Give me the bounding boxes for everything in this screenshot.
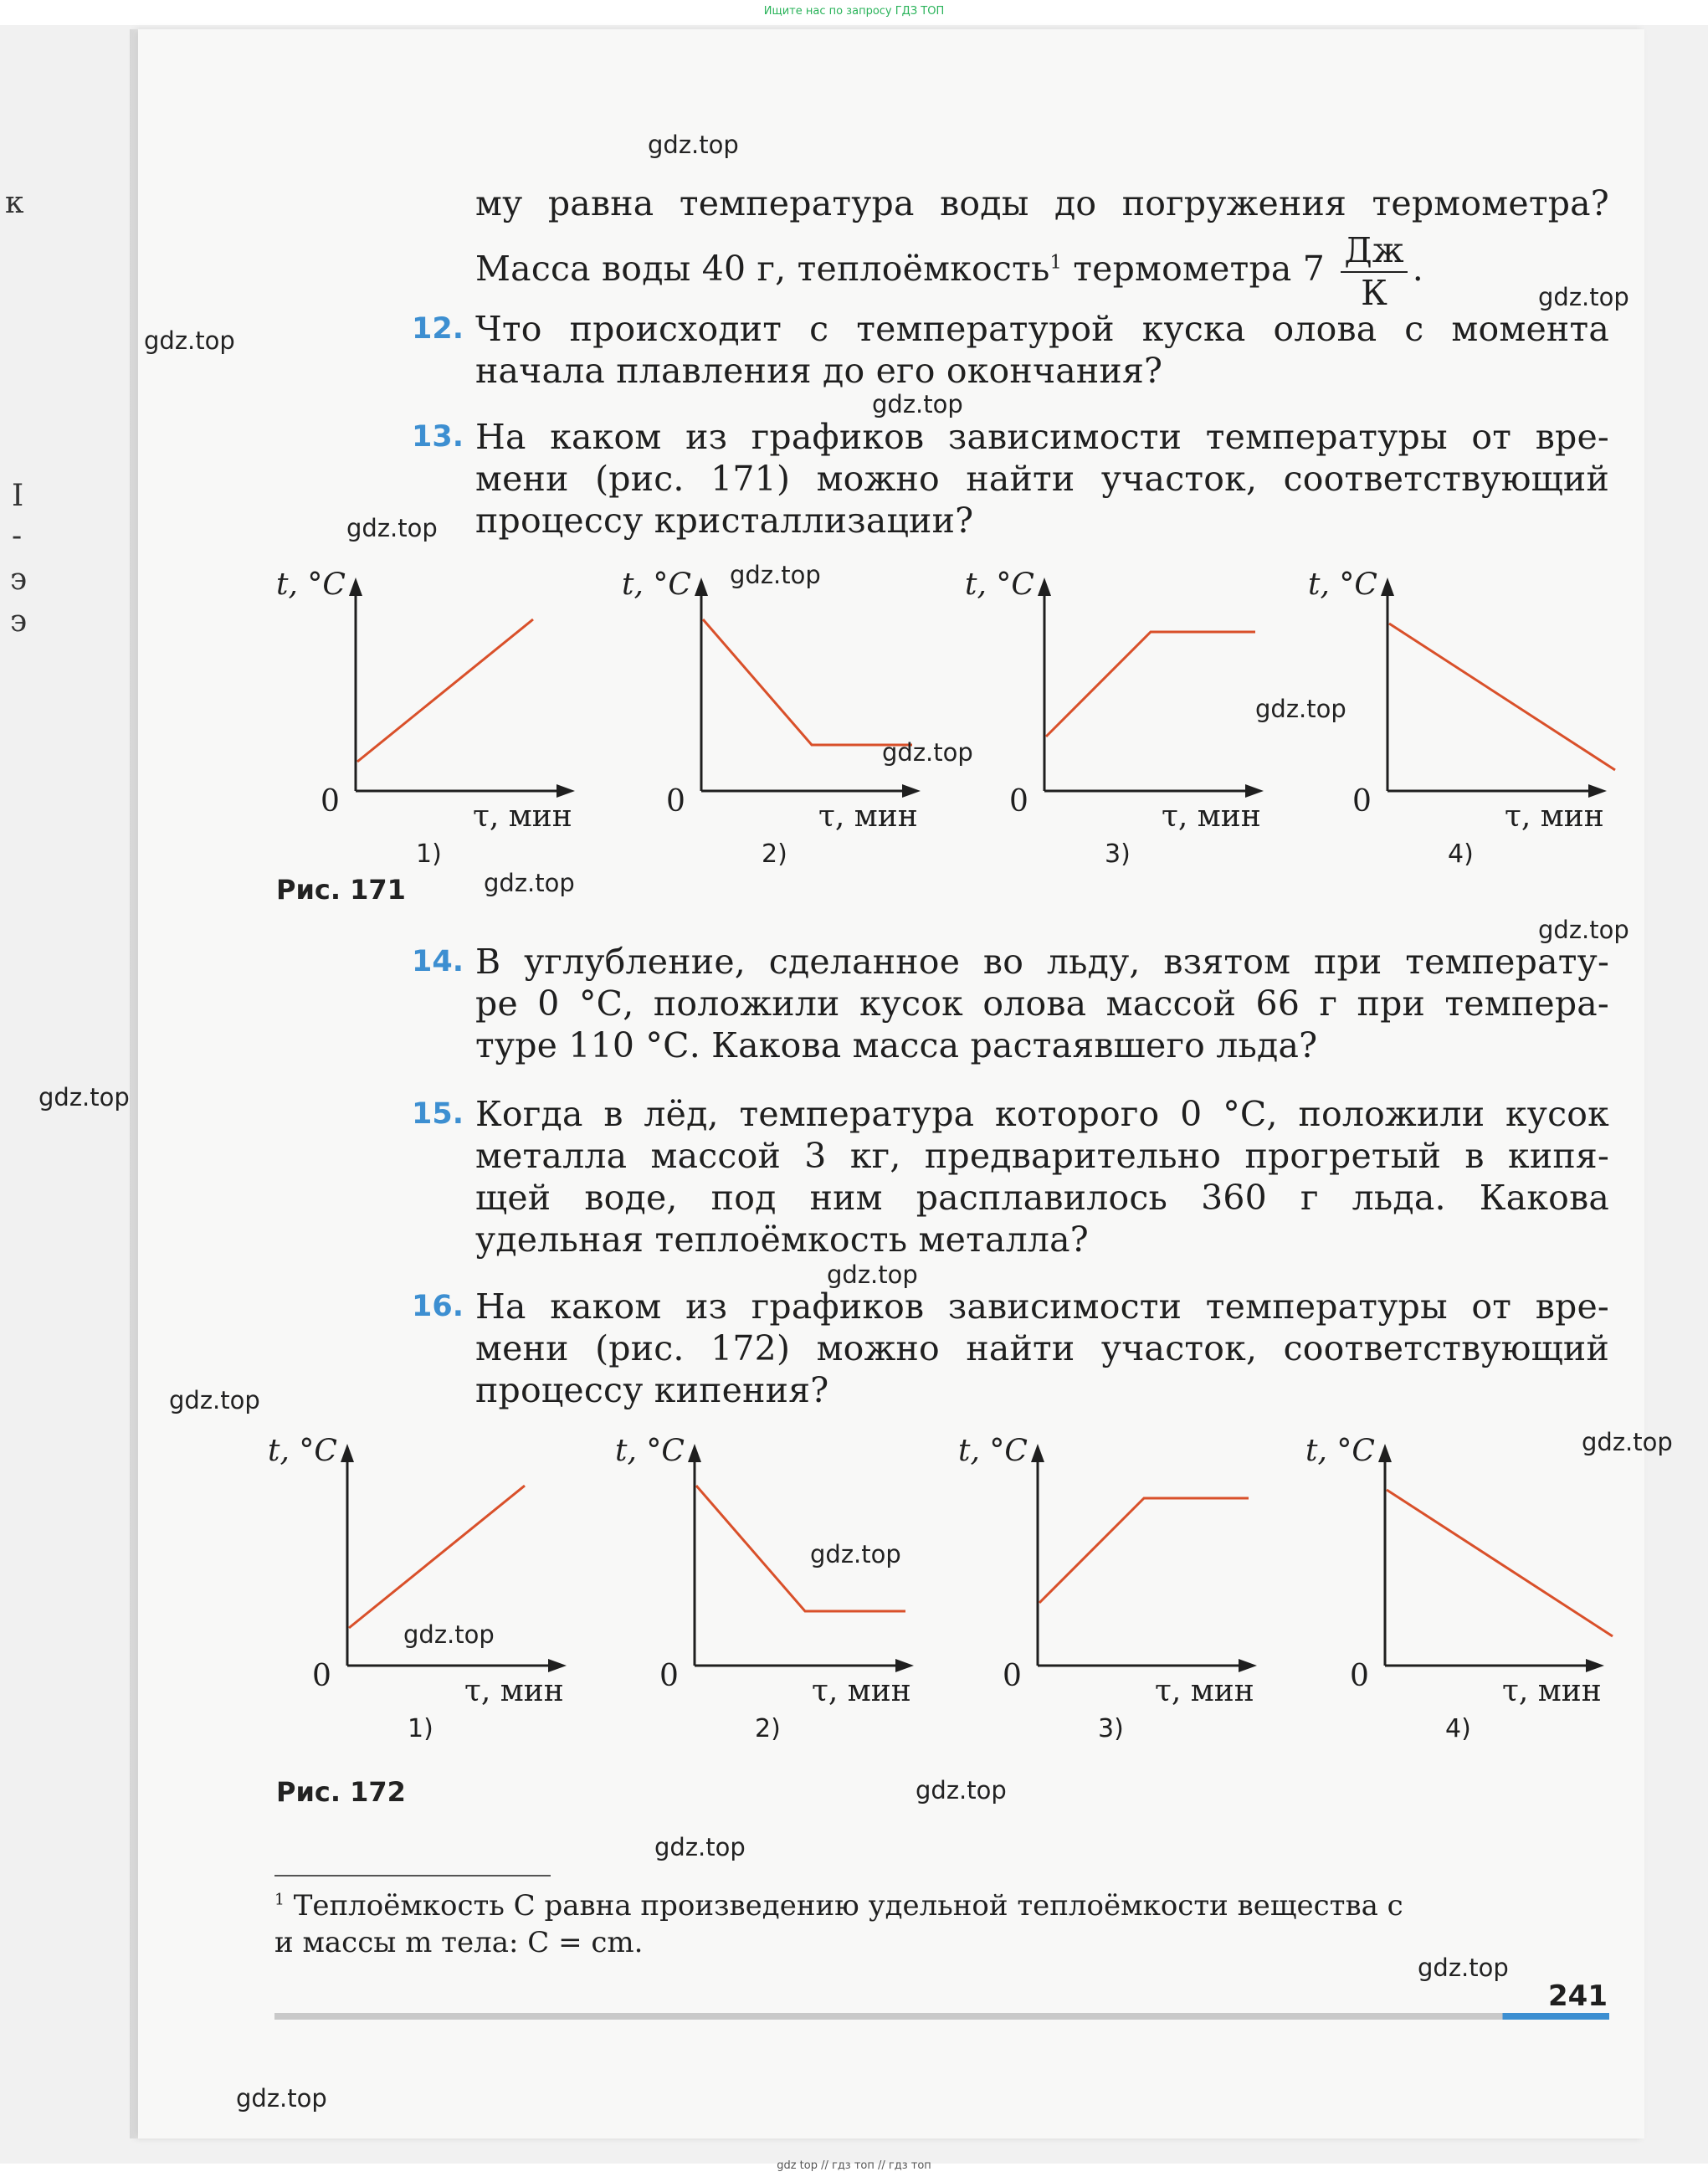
watermark: gdz.top [1582, 1428, 1673, 1456]
temperature-curve [357, 619, 533, 762]
problem-14-line: ре 0 °С, положили кусок олова массой 66 г при темпера- [475, 983, 1609, 1024]
graph-4 [1305, 1434, 1636, 1743]
graph-3 [958, 1434, 1289, 1743]
footnote-mark: 1 [1049, 251, 1063, 274]
watermark: gdz.top [346, 514, 438, 542]
x-axis-label: τ, мин [1155, 1674, 1254, 1708]
watermark: gdz.top [403, 1620, 495, 1649]
x-axis-label: τ, мин [464, 1674, 564, 1708]
watermark: gdz.top [648, 131, 739, 159]
origin-label: 0 [1352, 784, 1372, 819]
temperature-curve [703, 619, 912, 745]
problem-16-line: процессу кипения? [475, 1370, 829, 1410]
graph-1 [268, 1434, 598, 1743]
problem-15-line: металла массой 3 кг, предварительно прогретый в кипя- [475, 1136, 1609, 1176]
graph-number: 2) [755, 1714, 781, 1743]
problem-13-line: процессу кристаллизации? [475, 501, 974, 541]
problem-11-text: термометра 7 [1062, 249, 1336, 289]
watermark: gdz.top [38, 1083, 130, 1112]
origin-label: 0 [666, 784, 685, 819]
problem-13-line: мени (рис. 171) можно найти участок, соответствующий [475, 459, 1609, 499]
y-axis-label: t, °С [276, 567, 346, 602]
graph-svg [347, 1444, 598, 1712]
margin-fragment: - [12, 519, 23, 553]
y-axis-label: t, °С [615, 1434, 685, 1468]
x-axis-label: τ, мин [473, 799, 572, 834]
problem-14-line: В углубление, сделанное во льду, взятом при температу- [475, 942, 1609, 982]
footnote-mark: 1 [274, 1891, 285, 1909]
y-axis-label: t, °С [1305, 1434, 1375, 1468]
x-axis-label: τ, мин [1162, 799, 1261, 834]
margin-fragment: э [10, 562, 28, 597]
bottom-banner: gdz top // гдз топ // гдз топ [777, 2159, 931, 2172]
margin-fragment: э [10, 604, 28, 639]
origin-label: 0 [321, 784, 340, 819]
watermark: gdz.top [236, 2084, 327, 2113]
figure-caption: Рис. 172 [276, 1776, 406, 1808]
origin-label: 0 [659, 1659, 679, 1693]
problem-number: 15. [412, 1097, 464, 1131]
x-axis-label: τ, мин [1502, 1674, 1602, 1708]
origin-label: 0 [1003, 1659, 1022, 1693]
problem-15-line: удельная теплоёмкость металла? [475, 1219, 1089, 1260]
x-axis-arrow-icon [1588, 784, 1607, 798]
problem-15-line: Когда в лёд, температура которого 0 °С, положили кусок [475, 1094, 1609, 1134]
watermark: gdz.top [882, 738, 973, 767]
footnote-line: и массы m тела: C = cm. [274, 1926, 644, 1959]
graph-2 [615, 1434, 946, 1743]
graph-number: 2) [762, 839, 787, 869]
margin-fragment: I [12, 479, 24, 513]
watermark: gdz.top [916, 1776, 1007, 1805]
footnote-text: Теплоёмкость C равна произведению удельной теплоёмкости вещества c [284, 1889, 1403, 1923]
unit-denominator: К [1361, 272, 1387, 313]
x-axis-arrow-icon [1586, 1659, 1604, 1672]
problem-number: 16. [412, 1290, 464, 1323]
x-axis-arrow-icon [1239, 1659, 1257, 1672]
watermark: gdz.top [484, 869, 575, 897]
temperature-curve [349, 1486, 525, 1628]
graph-number: 3) [1098, 1714, 1124, 1743]
x-axis-label: τ, мин [818, 799, 918, 834]
graph-svg [695, 1444, 946, 1712]
figure-caption: Рис. 171 [276, 874, 406, 906]
watermark: gdz.top [1418, 1954, 1509, 1982]
graph-number: 4) [1445, 1714, 1471, 1743]
origin-label: 0 [1009, 784, 1028, 819]
y-axis-label: t, °С [622, 567, 691, 602]
graph-1 [276, 567, 607, 869]
problem-number: 12. [412, 312, 464, 346]
y-axis-label: t, °С [268, 1434, 337, 1468]
footnote-line [274, 1888, 1609, 1923]
watermark: gdz.top [1255, 695, 1346, 723]
problem-15-line: щей воде, под ним расплавилось 360 г льда. Какова [475, 1178, 1609, 1218]
page-bottom-rule [274, 2013, 1609, 2020]
unit-fraction [1341, 229, 1407, 313]
graph-4 [1308, 567, 1639, 869]
graph-number: 3) [1105, 839, 1131, 869]
x-axis-label: τ, мин [1505, 799, 1604, 834]
x-axis-arrow-icon [895, 1659, 914, 1672]
margin-fragment: к [5, 186, 24, 220]
y-axis-label: t, °С [1308, 567, 1377, 602]
problem-12-line: Что происходит с температурой куска олова с момента [475, 309, 1609, 349]
unit-numerator: Дж [1341, 234, 1407, 273]
watermark: gdz.top [827, 1260, 918, 1289]
graph-number: 1) [416, 839, 442, 869]
watermark: gdz.top [144, 326, 235, 355]
graph-svg [1385, 1444, 1636, 1712]
y-axis-label: t, °С [958, 1434, 1028, 1468]
watermark: gdz.top [810, 1540, 901, 1568]
temperature-curve [1039, 1498, 1249, 1603]
temperature-curve [1387, 1490, 1613, 1636]
problem-number: 14. [412, 945, 464, 978]
watermark: gdz.top [1538, 283, 1629, 311]
watermark: gdz.top [1538, 916, 1629, 944]
problem-16-line: На каком из графиков зависимости температуры от вре- [475, 1286, 1609, 1327]
problem-12-line: начала плавления до его окончания? [475, 351, 1163, 391]
origin-label: 0 [1350, 1659, 1369, 1693]
problem-14-line: туре 110 °С. Какова масса растаявшего льда? [475, 1025, 1318, 1065]
x-axis-arrow-icon [557, 784, 575, 798]
x-axis-label: τ, мин [812, 1674, 911, 1708]
watermark: gdz.top [730, 561, 821, 589]
watermark: gdz.top [872, 390, 963, 418]
graph-number: 4) [1448, 839, 1474, 869]
problem-number: 13. [412, 420, 464, 454]
temperature-curve [1046, 632, 1255, 737]
x-axis-arrow-icon [1245, 784, 1264, 798]
graph-number: 1) [408, 1714, 433, 1743]
footnote-rule [274, 1875, 551, 1877]
origin-label: 0 [312, 1659, 331, 1693]
problem-13-line: На каком из графиков зависимости температуры от вре- [475, 417, 1609, 457]
problem-11-line: му равна температура воды до погружения термометра? [475, 183, 1609, 223]
page-number: 241 [1548, 1979, 1608, 2013]
x-axis-arrow-icon [902, 784, 921, 798]
problem-11-text: Масса воды 40 г, теплоёмкость [475, 249, 1050, 289]
graph-svg [1038, 1444, 1289, 1712]
y-axis-label: t, °С [965, 567, 1034, 602]
top-banner: Ищите нас по запросу ГДЗ ТОП [763, 5, 945, 18]
watermark: gdz.top [654, 1833, 746, 1861]
problem-11-line-2 [475, 229, 1609, 313]
problem-11-text: . [1412, 249, 1423, 289]
temperature-curve [1389, 624, 1615, 770]
x-axis-arrow-icon [548, 1659, 567, 1672]
problem-16-line: мени (рис. 172) можно найти участок, соответствующий [475, 1328, 1609, 1368]
watermark: gdz.top [169, 1386, 260, 1414]
